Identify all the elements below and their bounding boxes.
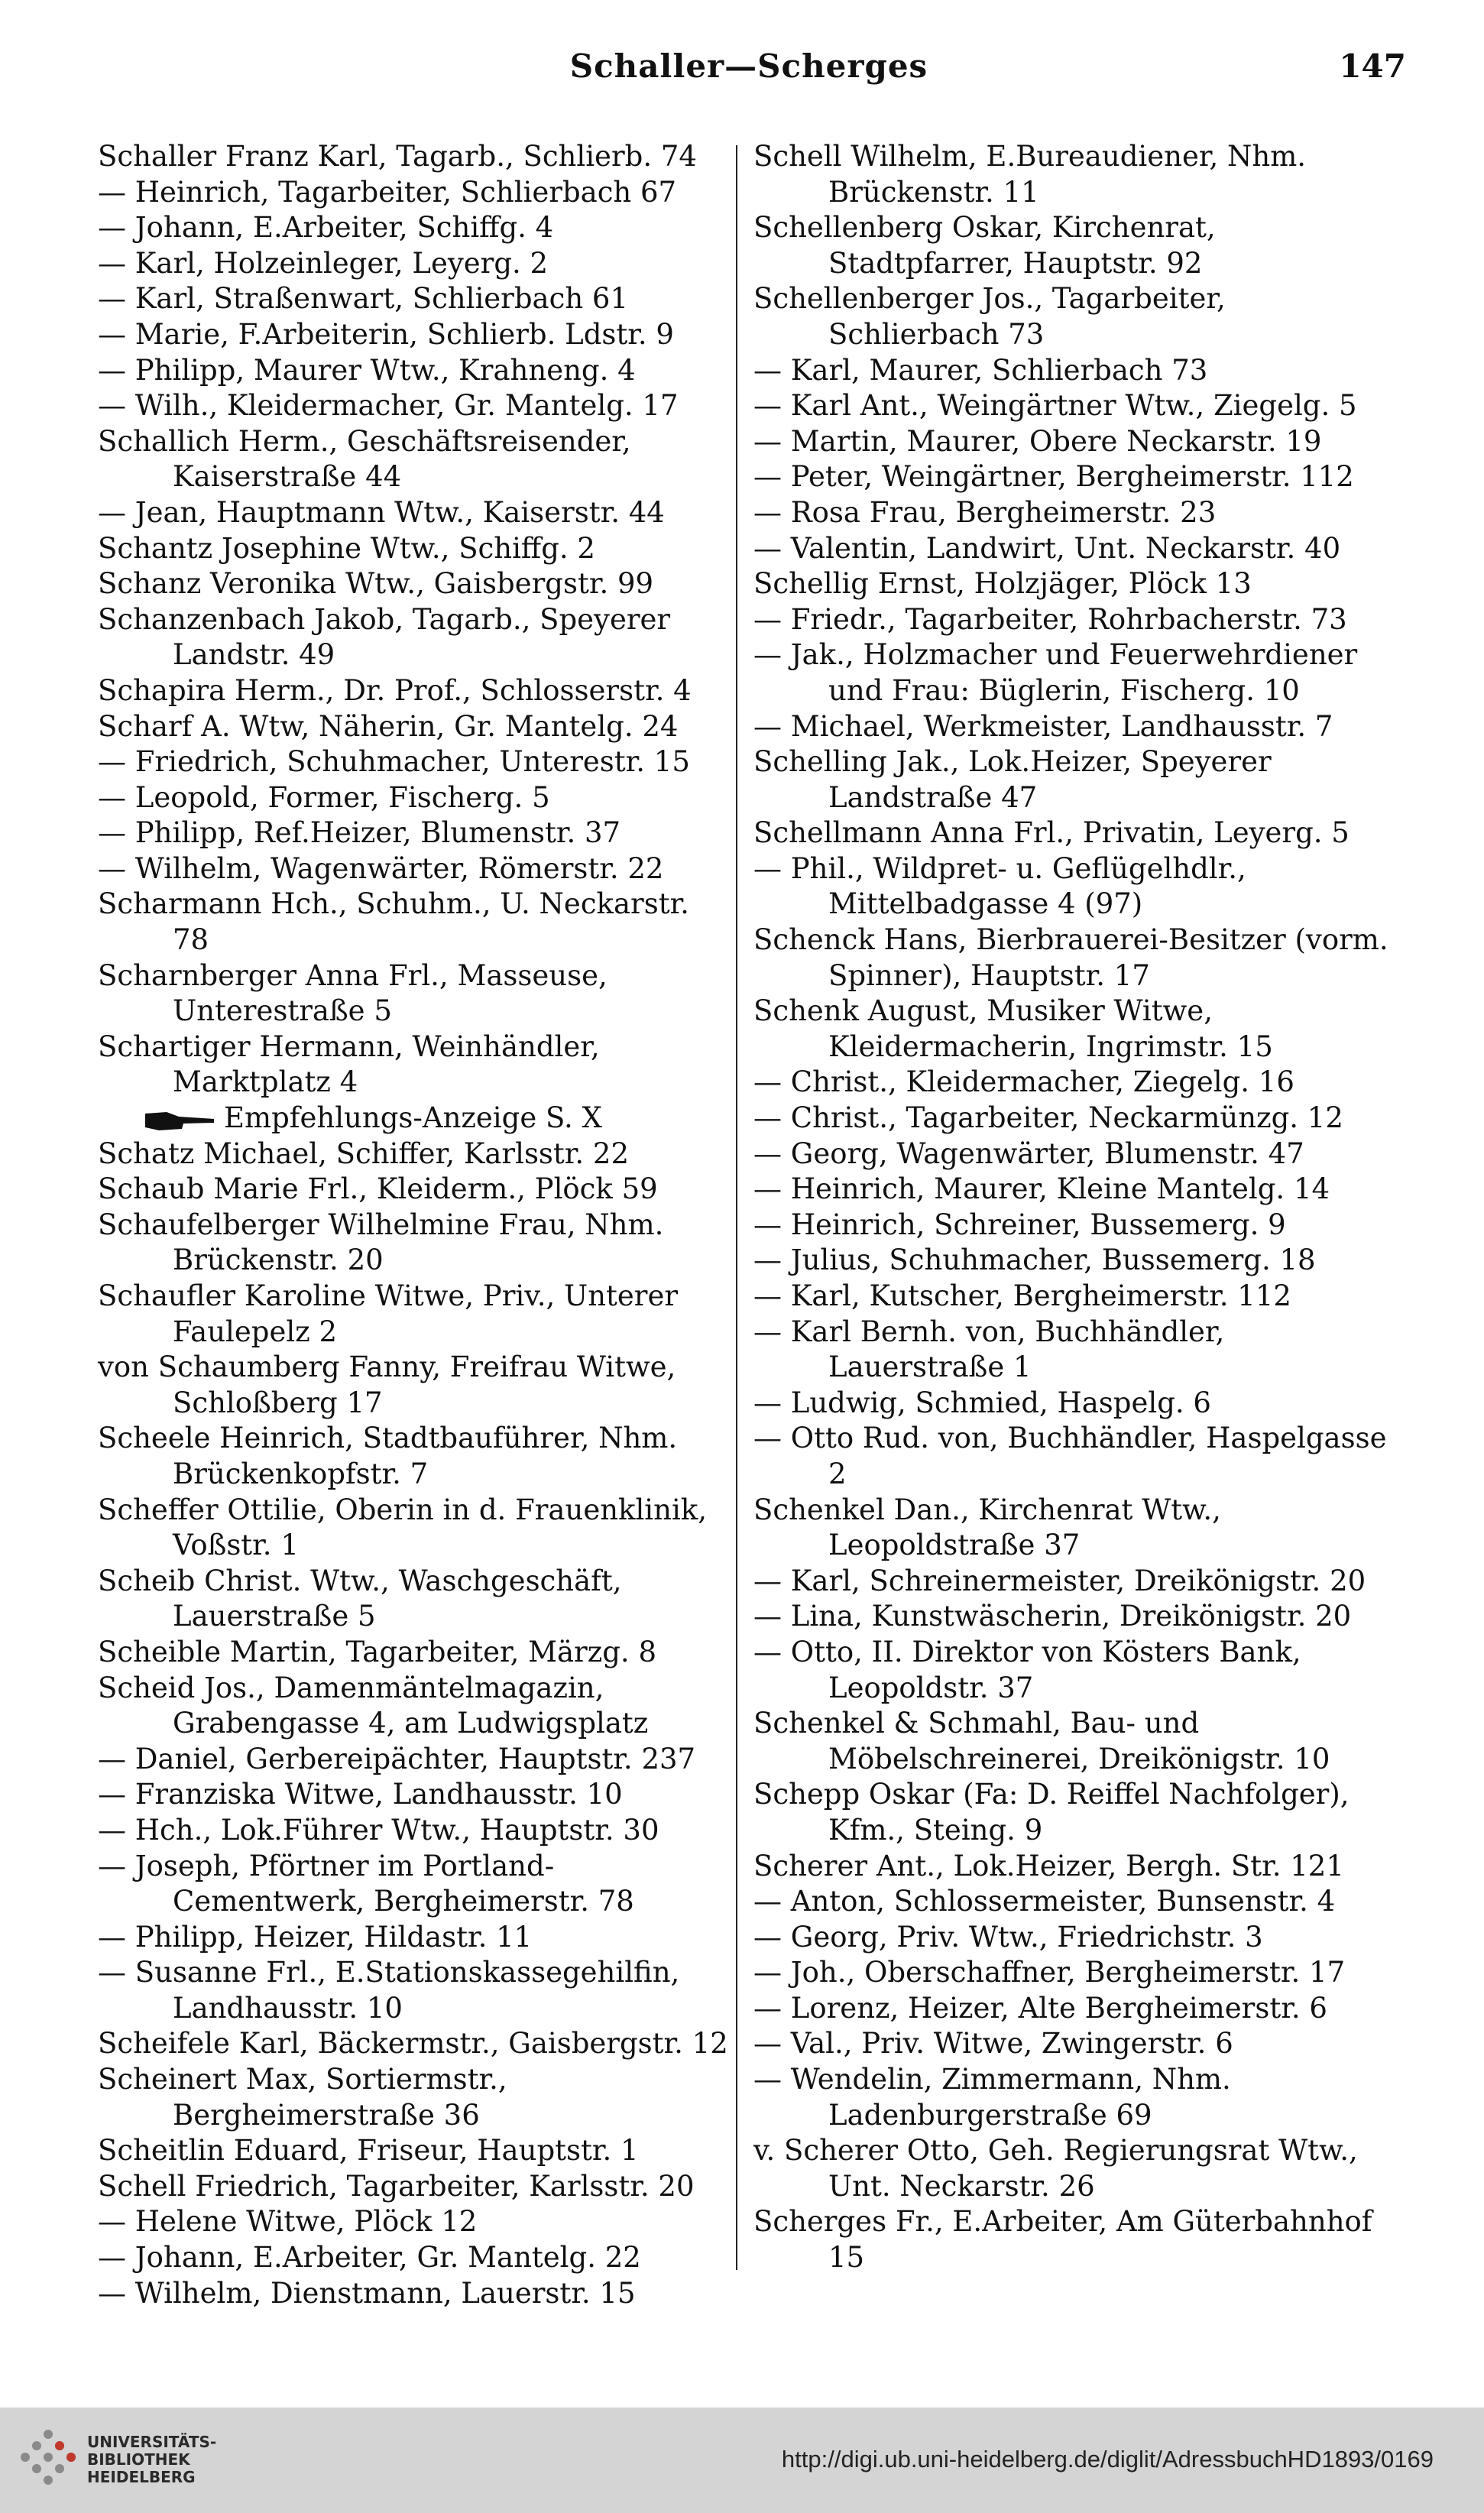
directory-entry xyxy=(98,1955,732,2026)
directory-entry xyxy=(753,1386,1401,1422)
entry-text: — Ludwig, Schmied, Haspelg. 6 xyxy=(753,1386,1211,1419)
library-logo-icon xyxy=(14,2423,83,2492)
directory-entry xyxy=(753,2062,1401,2133)
directory-entry xyxy=(753,851,1401,923)
entry-text: — Lina, Kunstwäscherin, Dreikönigstr. 20 xyxy=(753,1600,1352,1633)
directory-entry xyxy=(753,495,1401,531)
entry-text: — Michael, Werkmeister, Landhausstr. 7 xyxy=(753,709,1333,743)
entry-text: Schenk August, Musiker Witwe, Kleidermacherin, Ingrimstr. 15 xyxy=(753,994,1273,1063)
directory-entry xyxy=(98,1137,732,1172)
directory-entry xyxy=(753,388,1401,424)
advertisement-notice xyxy=(98,1101,732,1137)
directory-entry xyxy=(753,2133,1401,2204)
directory-entry xyxy=(753,1599,1401,1635)
entry-text: — Philipp, Heizer, Hildastr. 11 xyxy=(98,1920,533,1954)
directory-entry xyxy=(98,1635,732,1671)
entry-text: Scheele Heinrich, Stadtbauführer, Nhm. Brückenkopfstr. 7 xyxy=(98,1422,678,1490)
entry-text: — Philipp, Ref.Heizer, Blumenstr. 37 xyxy=(98,816,621,850)
footer-bar xyxy=(0,2408,1484,2513)
directory-entry xyxy=(753,602,1401,638)
directory-entry xyxy=(753,637,1401,709)
directory-entry xyxy=(753,1101,1401,1137)
directory-entry xyxy=(753,1955,1401,1991)
entry-text: — Karl Ant., Weingärtner Wtw., Ziegelg. 5 xyxy=(753,389,1357,423)
entry-text: Schantz Josephine Wtw., Schiffg. 2 xyxy=(98,531,595,565)
directory-entry xyxy=(753,1706,1401,1777)
entry-text: Schaufelberger Wilhelmine Frau, Nhm. Brückenstr. 20 xyxy=(98,1208,664,1277)
entry-text: — Philipp, Maurer Wtw., Krahneng. 4 xyxy=(98,353,636,387)
entry-text: — Helene Witwe, Plöck 12 xyxy=(98,2205,478,2239)
entry-text: Scharnberger Anna Frl., Masseuse, Unterestraße 5 xyxy=(98,958,608,1028)
directory-entry xyxy=(753,1920,1401,1956)
entry-text: — Leopold, Former, Fischerg. 5 xyxy=(98,780,550,814)
entry-text: — Anton, Schlossermeister, Bunsenstr. 4 xyxy=(753,1885,1336,1918)
entry-text: — Christ., Kleidermacher, Ziegelg. 16 xyxy=(753,1065,1294,1099)
directory-entry xyxy=(753,1777,1401,1848)
entry-text: — Rosa Frau, Bergheimerstr. 23 xyxy=(753,495,1217,529)
directory-entry xyxy=(753,2026,1401,2062)
entry-text: v. Scherer Otto, Geh. Regierungsrat Wtw., Unt. Neckarstr. 26 xyxy=(753,2134,1358,2203)
directory-entry xyxy=(98,2276,732,2312)
entry-text: Scheinert Max, Sortiermstr., Bergheimerstraße 36 xyxy=(98,2063,507,2132)
right-column xyxy=(753,139,1401,2276)
directory-entry xyxy=(753,1564,1401,1600)
entry-text: Scheitlin Eduard, Friseur, Hauptstr. 1 xyxy=(98,2134,639,2168)
directory-entry xyxy=(753,459,1401,495)
directory-entry xyxy=(98,2240,732,2276)
directory-entry xyxy=(753,281,1401,352)
directory-entry xyxy=(98,2026,732,2062)
directory-entry xyxy=(753,1991,1401,2027)
directory-entry xyxy=(98,1030,732,1101)
directory-entry xyxy=(753,531,1401,567)
entry-text: — Phil., Wildpret- u. Geflügelhdlr., Mittelbadgasse 4 (97) xyxy=(753,851,1246,921)
directory-entry xyxy=(98,602,732,673)
entry-text: Schallich Herm., Geschäftsreisender, Kaiserstraße 44 xyxy=(98,424,631,494)
directory-entry xyxy=(98,673,732,709)
entry-text: Schaufler Karoline Witwe, Priv., Unterer Faulepelz 2 xyxy=(98,1279,679,1348)
entry-text: — Joh., Oberschaffner, Bergheimerstr. 17 xyxy=(753,1956,1346,1989)
directory-entry xyxy=(753,1635,1401,1706)
entry-text: — Karl Bernh. von, Buchhändler, Lauerstraße 1 xyxy=(753,1315,1225,1384)
directory-entry xyxy=(753,1279,1401,1315)
entry-text: — Franziska Witwe, Landhausstr. 10 xyxy=(98,1778,623,1811)
entry-text: — Johann, E.Arbeiter, Gr. Mantelg. 22 xyxy=(98,2241,641,2275)
directory-entry xyxy=(98,281,732,317)
entry-text: Schartiger Hermann, Weinhändler, Marktplatz 4 xyxy=(98,1030,600,1099)
entry-text: Scheib Christ. Wtw., Waschgeschäft, Lauerstraße 5 xyxy=(98,1564,622,1633)
entry-text: — Valentin, Landwirt, Unt. Neckarstr. 40 xyxy=(753,531,1341,565)
directory-entry xyxy=(98,1742,732,1778)
directory-entry xyxy=(98,1671,732,1742)
entry-text: — Hch., Lok.Führer Wtw., Hauptstr. 30 xyxy=(98,1813,659,1847)
page-number: 147 xyxy=(1339,47,1406,85)
directory-entry xyxy=(98,175,732,211)
directory-entry xyxy=(98,816,732,851)
source-url[interactable]: http://digi.ub.uni-heidelberg.de/diglit/AdressbuchHD1893/0169 xyxy=(781,2446,1434,2472)
entry-text: — Joseph, Pförtner im Portland-Cementwerk, Bergheimerstr. 78 xyxy=(98,1849,634,1918)
directory-entry xyxy=(98,780,732,816)
directory-entry xyxy=(753,1172,1401,1208)
entry-text: Scharmann Hch., Schuhm., U. Neckarstr. 78 xyxy=(98,887,689,957)
entry-text: von Schaumberg Fanny, Freifrau Witwe, Schloßberg 17 xyxy=(98,1351,676,1419)
entry-text: — Jak., Holzmacher und Feuerwehrdiener und Frau: Büglerin, Fischerg. 10 xyxy=(753,638,1358,707)
directory-entry xyxy=(98,1493,732,1564)
entry-text: — Friedr., Tagarbeiter, Rohrbacherstr. 73 xyxy=(753,602,1347,636)
directory-entry xyxy=(98,317,732,353)
entry-text: — Georg, Priv. Wtw., Friedrichstr. 3 xyxy=(753,1920,1263,1954)
entry-text: Schaller Franz Karl, Tagarb., Schlierb. 74 xyxy=(98,140,697,173)
directory-entry xyxy=(98,388,732,424)
entry-text: — Georg, Wagenwärter, Blumenstr. 47 xyxy=(753,1137,1304,1170)
entry-text: — Wilhelm, Dienstmann, Lauerstr. 15 xyxy=(98,2276,636,2310)
directory-entry xyxy=(98,1777,732,1813)
directory-entry xyxy=(753,1884,1401,1920)
directory-entry xyxy=(98,1208,732,1279)
directory-entry xyxy=(98,2169,732,2205)
entry-text: — Johann, E.Arbeiter, Schiffg. 4 xyxy=(98,211,554,245)
directory-entry xyxy=(753,424,1401,460)
directory-entry xyxy=(98,1564,732,1635)
entry-text: Scherges Fr., E.Arbeiter, Am Güterbahnhof 15 xyxy=(753,2205,1372,2275)
entry-text: — Karl, Holzeinleger, Leyerg. 2 xyxy=(98,246,549,280)
directory-entry xyxy=(753,210,1401,281)
directory-entry xyxy=(753,1493,1401,1564)
directory-entry xyxy=(98,1421,732,1492)
directory-entry xyxy=(753,744,1401,816)
directory-entry xyxy=(98,566,732,602)
entry-text: — Heinrich, Schreiner, Bussemerg. 9 xyxy=(753,1208,1286,1241)
entry-text: — Friedrich, Schuhmacher, Unterestr. 15 xyxy=(98,745,690,779)
directory-entry xyxy=(753,923,1401,994)
entry-text: — Otto Rud. von, Buchhändler, Haspelgasse 2 xyxy=(753,1422,1387,1490)
entry-text: — Heinrich, Maurer, Kleine Mantelg. 14 xyxy=(753,1172,1330,1206)
directory-entry xyxy=(98,709,732,745)
entry-text: Scheifele Karl, Bäckermstr., Gaisbergstr. 12 xyxy=(98,2027,728,2061)
entry-text: Schellmann Anna Frl., Privatin, Leyerg. 5 xyxy=(753,816,1350,850)
directory-entry xyxy=(98,2133,732,2169)
entry-text: — Karl, Kutscher, Bergheimerstr. 112 xyxy=(753,1279,1291,1312)
entry-text: — Susanne Frl., E.Stationskassegehilfin, Landhausstr. 10 xyxy=(98,1956,680,2025)
entry-text: — Karl, Schreinermeister, Dreikönigstr. 20 xyxy=(753,1564,1366,1597)
entry-text: Schellenberg Oskar, Kirchenrat, Stadtpfarrer, Hauptstr. 92 xyxy=(753,211,1216,280)
entry-text: Schapira Herm., Dr. Prof., Schlosserstr. 4 xyxy=(98,673,692,707)
page-title: Schaller—Scherges xyxy=(569,47,928,85)
entry-text: — Peter, Weingärtner, Bergheimerstr. 112 xyxy=(753,460,1354,494)
entry-text: — Wilh., Kleidermacher, Gr. Mantelg. 17 xyxy=(98,389,679,423)
directory-entry xyxy=(98,1813,732,1849)
entry-text: Scherer Ant., Lok.Heizer, Bergh. Str. 121 xyxy=(753,1849,1344,1882)
directory-entry xyxy=(753,1208,1401,1244)
directory-entry xyxy=(98,1279,732,1350)
directory-entry xyxy=(98,1849,732,1920)
directory-entry xyxy=(753,566,1401,602)
directory-entry xyxy=(753,1315,1401,1386)
entry-text: — Karl, Maurer, Schlierbach 73 xyxy=(753,353,1208,387)
directory-entry xyxy=(98,246,732,282)
directory-entry xyxy=(98,744,732,780)
entry-text: — Martin, Maurer, Obere Neckarstr. 19 xyxy=(753,424,1322,458)
entry-text: Schaub Marie Frl., Kleiderm., Plöck 59 xyxy=(98,1172,658,1206)
directory-entry xyxy=(753,1137,1401,1172)
entry-text: — Wendelin, Zimmermann, Nhm. Ladenburgerstraße 69 xyxy=(753,2063,1231,2132)
entry-text: Schenck Hans, Bierbrauerei-Besitzer (vorm. Spinner), Hauptstr. 17 xyxy=(753,923,1388,992)
directory-entry xyxy=(98,2204,732,2240)
directory-entry xyxy=(98,1172,732,1208)
directory-entry xyxy=(98,2062,732,2133)
directory-entry xyxy=(753,1421,1401,1492)
directory-entry xyxy=(98,531,732,567)
directory-entry xyxy=(753,1849,1401,1885)
entry-text: Scheible Martin, Tagarbeiter, Märzg. 8 xyxy=(98,1635,656,1668)
column-divider xyxy=(736,145,737,2270)
entry-text: Schepp Oskar (Fa: D. Reiffel Nachfolger), Kfm., Steing. 9 xyxy=(753,1778,1350,1847)
entry-text: Schatz Michael, Schiffer, Karlsstr. 22 xyxy=(98,1137,630,1170)
entry-text: — Val., Priv. Witwe, Zwingerstr. 6 xyxy=(753,2027,1233,2061)
directory-entry xyxy=(98,958,732,1030)
entry-text: — Christ., Tagarbeiter, Neckarmünzg. 12 xyxy=(753,1101,1343,1135)
left-column xyxy=(98,139,732,2311)
entry-text: — Julius, Schuhmacher, Bussemerg. 18 xyxy=(753,1244,1316,1277)
entry-text: Schell Wilhelm, E.Bureaudiener, Nhm. Brückenstr. 11 xyxy=(753,140,1307,209)
directory-entry xyxy=(98,495,732,531)
entry-text: — Heinrich, Tagarbeiter, Schlierbach 67 xyxy=(98,175,677,209)
entry-text: — Jean, Hauptmann Wtw., Kaiserstr. 44 xyxy=(98,495,665,529)
directory-entry xyxy=(753,1065,1401,1101)
entry-text: Schenkel Dan., Kirchenrat Wtw., Leopoldstraße 37 xyxy=(753,1493,1221,1562)
entry-text: — Marie, F.Arbeiterin, Schlierb. Ldstr. 9 xyxy=(98,317,674,351)
entry-text: Scharf A. Wtw, Näherin, Gr. Mantelg. 24 xyxy=(98,709,679,743)
entry-text: Schenkel & Schmahl, Bau- und Möbelschreinerei, Dreikönigstr. 10 xyxy=(753,1707,1330,1775)
entry-text: Scheffer Ottilie, Oberin in d. Frauenklinik, Voßstr. 1 xyxy=(98,1493,707,1562)
entry-text: Schelling Jak., Lok.Heizer, Speyerer Landstraße 47 xyxy=(753,745,1272,814)
directory-entry xyxy=(98,210,732,246)
directory-entry xyxy=(753,816,1401,851)
entry-text: Schellig Ernst, Holzjäger, Plöck 13 xyxy=(753,567,1252,601)
running-header xyxy=(92,47,1406,93)
entry-text: Schellenberger Jos., Tagarbeiter, Schlierbach 73 xyxy=(753,282,1226,351)
entry-text: — Wilhelm, Wagenwärter, Römerstr. 22 xyxy=(98,851,664,885)
entry-text: — Otto, II. Direktor von Kösters Bank, Leopoldstr. 37 xyxy=(753,1635,1301,1704)
entry-text: Empfehlungs-Anzeige S. X xyxy=(224,1101,602,1135)
entry-text: — Karl, Straßenwart, Schlierbach 61 xyxy=(98,282,629,316)
directory-entry xyxy=(753,353,1401,389)
directory-entry xyxy=(98,353,732,389)
library-logo-text: UNIVERSITÄTS- BIBLIOTHEK HEIDELBERG xyxy=(87,2433,217,2486)
directory-entry xyxy=(98,851,732,887)
entry-text: Scheid Jos., Damenmäntelmagazin, Grabengasse 4, am Ludwigsplatz xyxy=(98,1671,649,1740)
directory-entry xyxy=(98,1920,732,1956)
directory-entry xyxy=(753,139,1401,210)
entry-text: Schell Friedrich, Tagarbeiter, Karlsstr. 20 xyxy=(98,2169,695,2203)
directory-entry xyxy=(753,2204,1401,2275)
directory-entry xyxy=(753,1243,1401,1279)
pointing-hand-icon xyxy=(144,1109,216,1132)
entry-text: Schanz Veronika Wtw., Gaisbergstr. 99 xyxy=(98,567,654,601)
directory-entry xyxy=(753,994,1401,1065)
directory-entry xyxy=(98,1350,732,1421)
directory-entry xyxy=(98,887,732,958)
entry-text: Schanzenbach Jakob, Tagarb., Speyerer Landstr. 49 xyxy=(98,602,671,672)
entry-text: — Daniel, Gerbereipächter, Hauptstr. 237 xyxy=(98,1742,696,1775)
entry-text: — Lorenz, Heizer, Alte Bergheimerstr. 6 xyxy=(753,1991,1327,2025)
directory-entry xyxy=(98,139,732,175)
directory-entry xyxy=(98,424,732,495)
directory-entry xyxy=(753,709,1401,745)
